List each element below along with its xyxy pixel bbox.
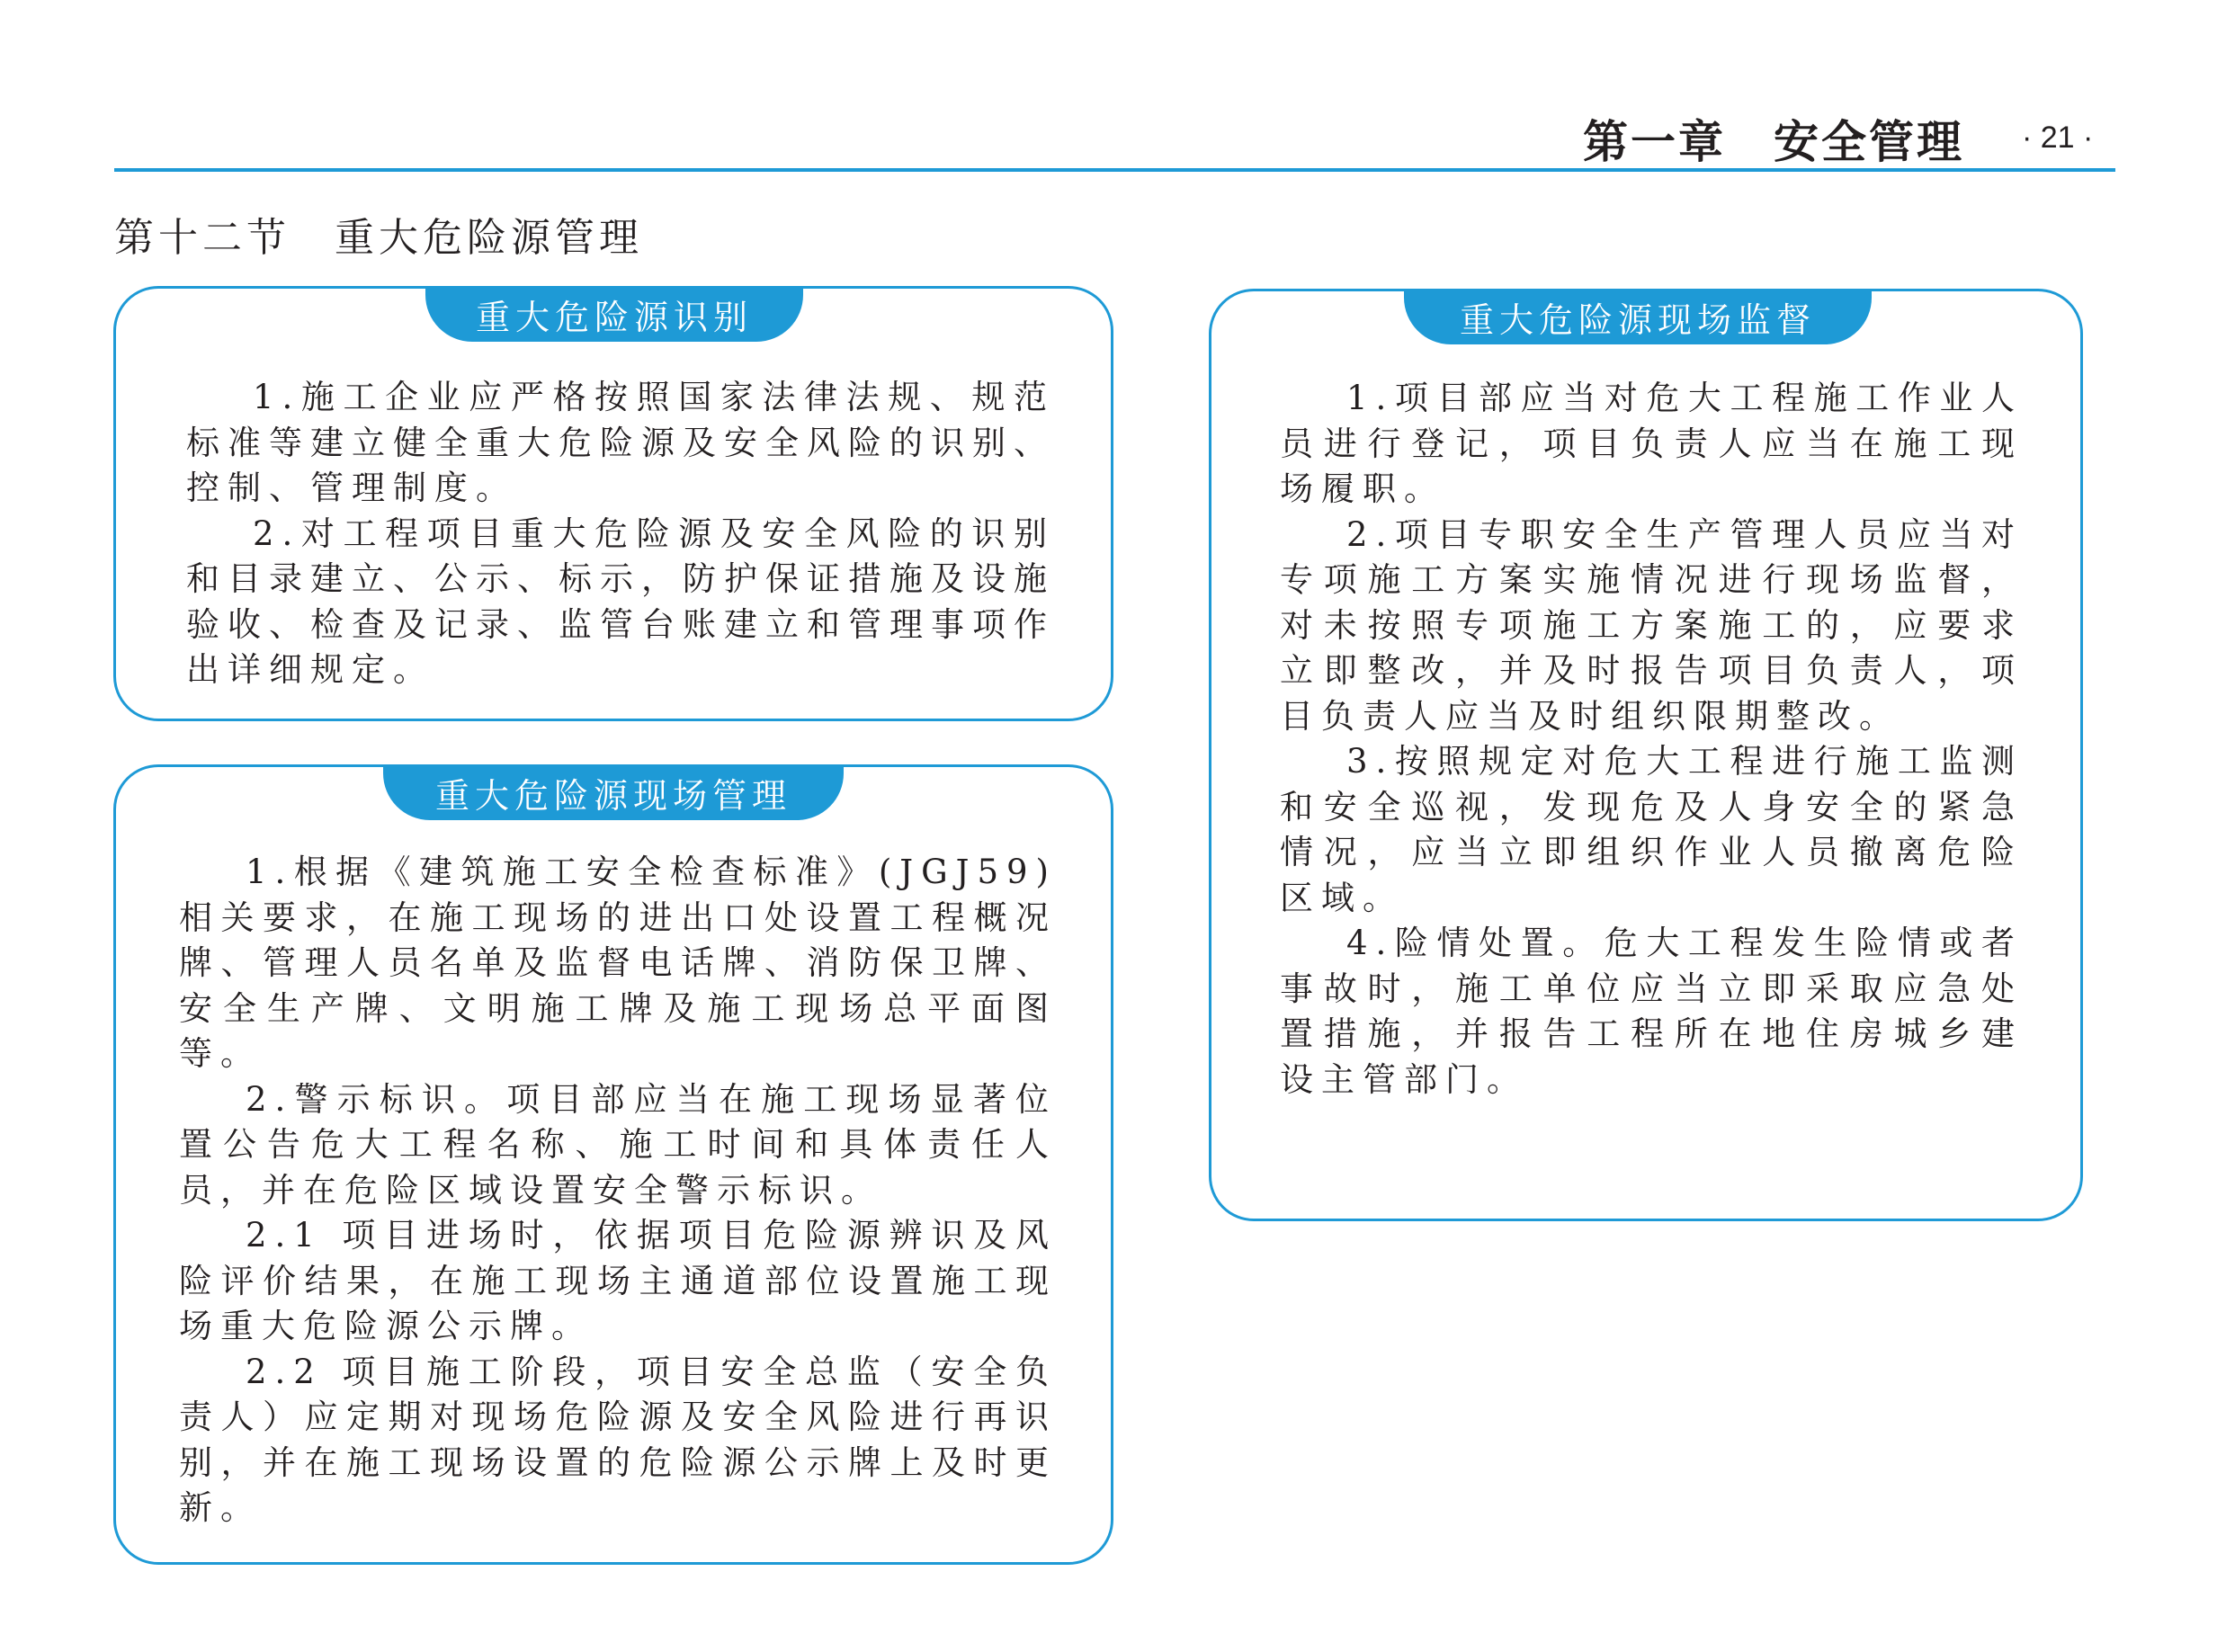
paragraph: 2.2 项目施工阶段，项目安全总监（安全负责人）应定期对现场危险源及安全风险进行再识别，并在施工现场设置的危险源公示牌上及时更新。: [179, 1352, 1057, 1527]
site-management-box: [113, 764, 1113, 1565]
paragraph: 3.按照规定对危大工程进行施工监测和安全巡视，发现危及人身安全的紧急情况，应当立即组织作业人员撤离危险区域。: [1280, 742, 2023, 917]
header-rule: [114, 168, 2115, 172]
site-supervision-box: [1209, 289, 2083, 1221]
hazard-identification-body: [186, 375, 1055, 693]
paragraph: 1.根据《建筑施工安全检查标准》(JGJ59)相关要求，在施工现场的进出口处设置工程概况牌、管理人员名单及监督电话牌、消防保卫牌、安全生产牌、文明施工牌及施工现场总平面图等。: [179, 853, 1057, 1073]
paragraph: 2.警示标识。项目部应当在施工现场显著位置公告危大工程名称、施工时间和具体责任人员，并在危险区域设置安全警示标识。: [179, 1079, 1057, 1210]
paragraph: 2.对工程项目重大危险源及安全风险的识别和目录建立、公示、标示，防护保证措施及设施验收、检查及记录、监管台账建立和管理事项作出详细规定。: [186, 513, 1055, 689]
paragraph: 2.项目专职安全生产管理人员应当对专项施工方案实施情况进行现场监督，对未按照专项施工方案施工的，应要求立即整改，并及时报告项目负责人，项目负责人应当及时组织限期整改。: [1280, 514, 2023, 736]
site-supervision-title: 重大危险源现场监督: [1404, 289, 1872, 344]
site-supervision-body: [1280, 376, 2023, 1103]
paragraph: 2.1 项目进场时，依据项目危险源辨识及风险评价结果，在施工现场主通道部位设置施工现场重大危险源公示牌。: [179, 1216, 1057, 1345]
hazard-identification-title: 重大危险源识别: [425, 286, 803, 342]
chapter-heading: 第一章 安全管理: [1583, 116, 1964, 168]
site-management-title: 重大危险源现场管理: [383, 764, 844, 820]
site-management-body: [179, 850, 1057, 1531]
paragraph: 1.项目部应当对危大工程施工作业人员进行登记，项目负责人应当在施工现场履职。: [1280, 379, 2023, 508]
paragraph: 1.施工企业应严格按照国家法律法规、规范标准等建立健全重大危险源及安全风险的识别、控制、管理制度。: [186, 378, 1055, 507]
page-number: · 21 ·: [2022, 121, 2094, 155]
hazard-identification-box: [113, 286, 1113, 721]
paragraph: 4.险情处置。危大工程发生险情或者事故时，施工单位应当立即采取应急处置措施，并报告工程所在地住房城乡建设主管部门。: [1280, 924, 2023, 1099]
section-title: 第十二节 重大危险源管理: [114, 215, 643, 261]
